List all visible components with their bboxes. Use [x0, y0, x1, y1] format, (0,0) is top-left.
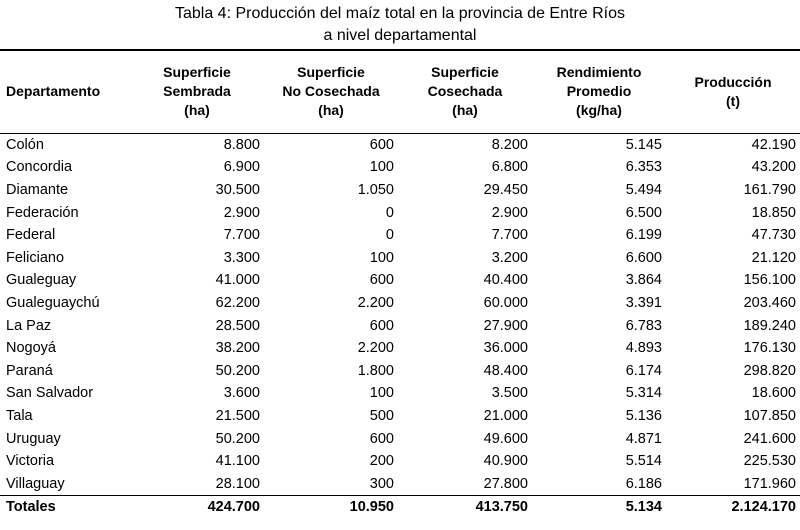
cell-superficie-cosechada: 6.800: [491, 159, 528, 176]
cell-rendimiento: 6.600: [625, 249, 662, 266]
header-line: (ha): [452, 102, 478, 119]
cell-rendimiento: 5.136: [625, 407, 662, 424]
cell-superficie-sembrada: 7.700: [223, 227, 260, 244]
table-row: [0, 201, 800, 224]
header-line: Superficie: [431, 64, 499, 81]
cell-superficie-cosechada: 29.450: [483, 181, 528, 198]
cell-superficie-sembrada: 28.100: [215, 475, 260, 492]
cell-superficie-cosechada: 21.000: [483, 407, 528, 424]
header-line: Superficie: [163, 64, 231, 81]
cell-produccion: 43.200: [751, 159, 796, 176]
cell-superficie-sembrada: 8.800: [223, 136, 260, 153]
header-line: Departamento: [6, 83, 101, 100]
table-title-line-1: Tabla 4: Producción del maíz total en la provincia de Entre Ríos: [174, 5, 626, 22]
cell-superficie-sembrada: 3.300: [223, 249, 260, 266]
header-line: (ha): [318, 102, 344, 119]
cell-departamento: Gualeguaychú: [6, 294, 100, 311]
cell-superficie-cosechada: 7.700: [491, 227, 528, 244]
totals-label: Totales: [0, 496, 130, 519]
header-line: Rendimiento: [556, 64, 642, 81]
table-row: [0, 382, 800, 405]
total-produccion: 2.124.170: [666, 496, 800, 519]
cell-superficie-no-cosechada: 2.200: [357, 340, 394, 357]
header-superficie-sembrada: [130, 50, 264, 133]
cell-superficie-cosechada: 27.800: [483, 475, 528, 492]
cell-superficie-no-cosechada: 1.800: [357, 362, 394, 379]
cell-superficie-cosechada: 3.500: [491, 385, 528, 402]
cell-rendimiento: 5.494: [625, 181, 662, 198]
cell-superficie-no-cosechada: 100: [369, 159, 394, 176]
table-row: [0, 133, 800, 156]
cell-produccion: 298.820: [743, 362, 796, 379]
cell-superficie-no-cosechada: 1.050: [357, 181, 394, 198]
header-line: (t): [726, 92, 740, 109]
cell-produccion: 18.600: [751, 385, 796, 402]
cell-produccion: 21.120: [751, 249, 796, 266]
cell-rendimiento: 6.174: [625, 362, 662, 379]
table-title: [0, 0, 800, 49]
cell-departamento: Diamante: [6, 181, 69, 198]
cell-produccion: 42.190: [751, 136, 796, 153]
table-header: [0, 50, 800, 133]
cell-superficie-sembrada: 3.600: [223, 385, 260, 402]
table-row: [0, 224, 800, 247]
header-line: (ha): [184, 102, 210, 119]
cell-rendimiento: 4.893: [625, 340, 662, 357]
table-row: [0, 156, 800, 179]
cell-superficie-sembrada: 28.500: [215, 317, 260, 334]
cell-produccion: 225.530: [743, 453, 796, 470]
cell-superficie-no-cosechada: 500: [369, 407, 394, 424]
cell-superficie-cosechada: 60.000: [483, 294, 528, 311]
cell-produccion: 18.850: [751, 204, 796, 221]
header-superficie-cosechada: [398, 50, 532, 133]
cell-superficie-cosechada: 3.200: [491, 249, 528, 266]
table-row: [0, 337, 800, 360]
cell-superficie-sembrada: 6.900: [223, 159, 260, 176]
cell-superficie-no-cosechada: 300: [369, 475, 394, 492]
table-row: [0, 314, 800, 337]
cell-produccion: 176.130: [743, 340, 796, 357]
cell-produccion: 241.600: [743, 430, 796, 447]
cell-rendimiento: 6.783: [625, 317, 662, 334]
cell-superficie-no-cosechada: 0: [385, 227, 394, 244]
cell-superficie-sembrada: 41.100: [215, 453, 260, 470]
cell-rendimiento: 6.186: [625, 475, 662, 492]
cell-superficie-cosechada: 27.900: [483, 317, 528, 334]
table-footer: [0, 496, 800, 519]
cell-superficie-sembrada: 62.200: [215, 294, 260, 311]
cell-superficie-no-cosechada: 600: [369, 272, 394, 289]
totals-row: [0, 496, 800, 519]
header-superficie-no-cosechada: [264, 50, 398, 133]
header-line: Promedio: [566, 83, 632, 100]
cell-superficie-no-cosechada: 0: [385, 204, 394, 221]
cell-superficie-sembrada: 21.500: [215, 407, 260, 424]
cell-departamento: Federal: [6, 227, 56, 244]
cell-superficie-cosechada: 36.000: [483, 340, 528, 357]
cell-rendimiento: 6.500: [625, 204, 662, 221]
header-rendimiento-promedio: [532, 50, 666, 133]
cell-superficie-no-cosechada: 600: [369, 136, 394, 153]
production-table: [0, 49, 800, 518]
table-row: [0, 246, 800, 269]
table-row: [0, 405, 800, 428]
cell-rendimiento: 3.391: [625, 294, 662, 311]
table-row: [0, 472, 800, 495]
table-row: [0, 292, 800, 315]
table-row: [0, 450, 800, 473]
cell-produccion: 107.850: [743, 407, 796, 424]
cell-produccion: 203.460: [743, 294, 796, 311]
cell-superficie-cosechada: 48.400: [483, 362, 528, 379]
cell-rendimiento: 3.864: [625, 272, 662, 289]
cell-departamento: Paraná: [6, 362, 53, 379]
cell-superficie-sembrada: 2.900: [223, 204, 260, 221]
cell-rendimiento: 5.514: [625, 453, 662, 470]
cell-departamento: Federación: [6, 204, 79, 221]
header-line: No Cosechada: [282, 83, 380, 100]
cell-produccion: 161.790: [743, 181, 796, 198]
cell-produccion: 156.100: [743, 272, 796, 289]
cell-departamento: Concordia: [6, 159, 73, 176]
total-rendimiento: 5.134: [532, 496, 666, 519]
cell-departamento: Uruguay: [6, 430, 61, 447]
cell-rendimiento: 5.314: [625, 385, 662, 402]
cell-departamento: Victoria: [6, 453, 55, 470]
header-departamento: [0, 50, 130, 133]
table-title-line-2: a nivel departamental: [323, 27, 477, 44]
cell-departamento: Nogoyá: [6, 340, 56, 357]
cell-superficie-no-cosechada: 600: [369, 317, 394, 334]
cell-departamento: Tala: [6, 407, 33, 424]
cell-superficie-no-cosechada: 600: [369, 430, 394, 447]
total-superficie-no-cosechada: 10.950: [264, 496, 398, 519]
cell-departamento: Feliciano: [6, 249, 65, 266]
cell-superficie-no-cosechada: 2.200: [357, 294, 394, 311]
cell-rendimiento: 6.199: [625, 227, 662, 244]
cell-superficie-cosechada: 40.900: [483, 453, 528, 470]
cell-rendimiento: 4.871: [625, 430, 662, 447]
table-row: [0, 269, 800, 292]
cell-departamento: San Salvador: [6, 385, 94, 402]
cell-departamento: Colón: [6, 136, 44, 153]
header-line: Cosechada: [427, 83, 503, 100]
cell-superficie-cosechada: 49.600: [483, 430, 528, 447]
header-line: Superficie: [297, 64, 365, 81]
table-row: [0, 179, 800, 202]
cell-superficie-no-cosechada: 100: [369, 385, 394, 402]
cell-superficie-cosechada: 2.900: [491, 204, 528, 221]
total-superficie-cosechada: 413.750: [398, 496, 532, 519]
cell-produccion: 171.960: [743, 475, 796, 492]
cell-produccion: 47.730: [751, 227, 796, 244]
cell-superficie-sembrada: 38.200: [215, 340, 260, 357]
header-row: [0, 50, 800, 133]
cell-departamento: Villaguay: [6, 475, 65, 492]
cell-departamento: Gualeguay: [6, 272, 77, 289]
cell-rendimiento: 5.145: [625, 136, 662, 153]
cell-superficie-sembrada: 50.200: [215, 362, 260, 379]
cell-departamento: La Paz: [6, 317, 52, 334]
cell-rendimiento: 6.353: [625, 159, 662, 176]
cell-superficie-sembrada: 41.000: [215, 272, 260, 289]
total-superficie-sembrada: 424.700: [130, 496, 264, 519]
cell-superficie-sembrada: 50.200: [215, 430, 260, 447]
cell-superficie-no-cosechada: 200: [369, 453, 394, 470]
header-line: Producción: [694, 73, 772, 90]
header-produccion: [666, 50, 800, 133]
cell-produccion: 189.240: [743, 317, 796, 334]
cell-superficie-cosechada: 40.400: [483, 272, 528, 289]
header-line: Sembrada: [163, 83, 231, 100]
table-row: [0, 359, 800, 382]
header-line: (kg/ha): [576, 102, 622, 119]
cell-superficie-sembrada: 30.500: [215, 181, 260, 198]
cell-superficie-cosechada: 8.200: [491, 136, 528, 153]
table-body: [0, 133, 800, 496]
table-row: [0, 427, 800, 450]
cell-superficie-no-cosechada: 100: [369, 249, 394, 266]
